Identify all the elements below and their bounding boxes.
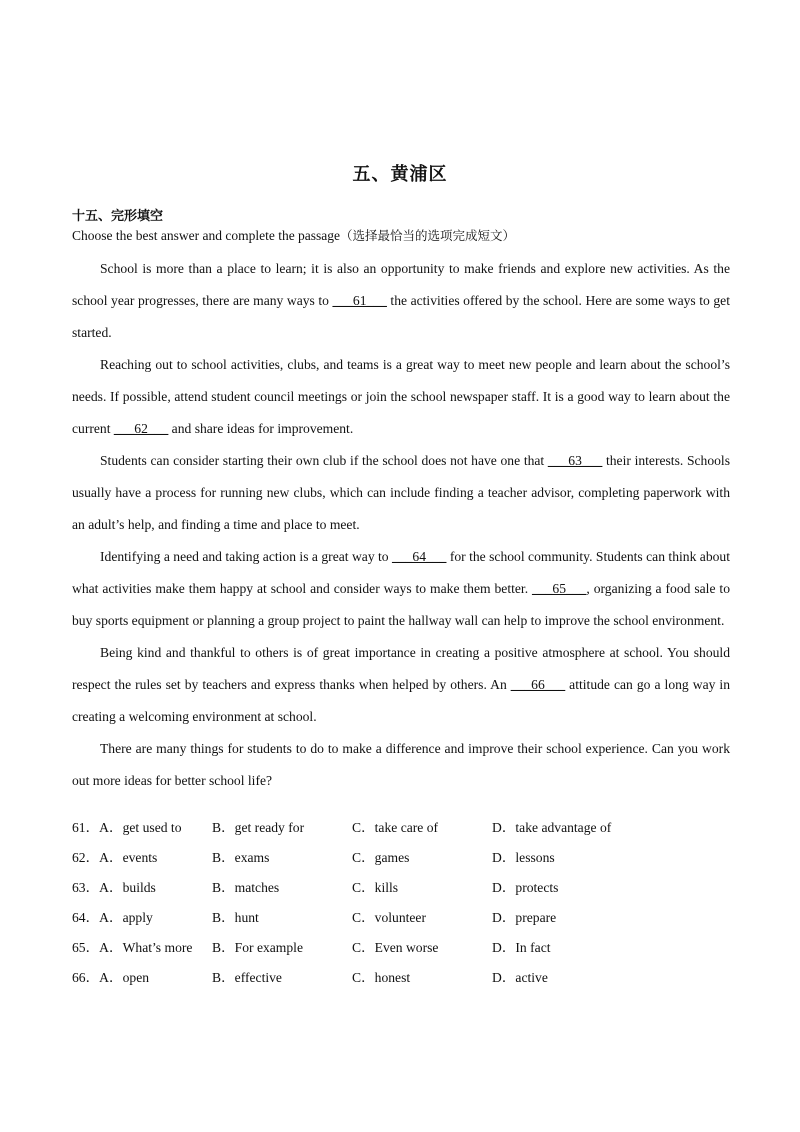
paragraph bbox=[72, 253, 730, 349]
paragraph bbox=[72, 349, 730, 445]
option-a: 61．A．get used to bbox=[72, 820, 182, 835]
option-row-61 bbox=[72, 816, 732, 846]
answer-options bbox=[72, 816, 732, 996]
paragraph bbox=[72, 541, 730, 637]
option-c: C．Even worse bbox=[352, 940, 439, 955]
paragraph-text: Being kind and thankful to others is of great importance in creating a positive atmosphere at school. You should respect the rules set by teachers and express thanks when helped by others. An bbox=[72, 645, 730, 692]
section-label: 十五、完形填空 bbox=[72, 209, 164, 224]
option-d: D．prepare bbox=[492, 910, 557, 925]
option-b: B．matches bbox=[212, 880, 280, 895]
instruction-english: Choose the best answer and complete the passage bbox=[72, 228, 341, 243]
instruction-chinese: （选择最恰当的选项完成短文） bbox=[340, 228, 516, 243]
option-d: D．In fact bbox=[492, 940, 551, 955]
option-b: B．get ready for bbox=[212, 820, 305, 835]
paragraph-text: Identifying a need and taking action is a great way to bbox=[100, 549, 393, 564]
option-d: D．take advantage of bbox=[492, 820, 612, 835]
option-a: 63．A．builds bbox=[72, 880, 156, 895]
option-b: B．exams bbox=[212, 850, 270, 865]
option-b: B．For example bbox=[212, 940, 303, 955]
paragraph bbox=[72, 637, 730, 733]
blank-64: ___64___ bbox=[392, 549, 447, 564]
paragraph-text: the activities offered by the school. Here are some ways to get started. bbox=[72, 293, 730, 340]
option-c: C．games bbox=[352, 850, 410, 865]
paragraph-text: for the school community. Students can think about what activities make them happy at school and consider ways to make them better. bbox=[72, 549, 730, 596]
option-row-64 bbox=[72, 906, 732, 936]
option-row-63 bbox=[72, 876, 732, 906]
blank-62: ___62___ bbox=[113, 421, 169, 436]
paragraph-text: Students can consider starting their own club if the school does not have one that bbox=[100, 453, 548, 468]
paragraph-text: Reaching out to school activities, clubs, and teams is a great way to meet new people and learn about the school’s needs. If possible, attend student council meetings or join the school newspaper staff. It is a good way to learn about the current bbox=[72, 357, 730, 436]
option-row-62 bbox=[72, 846, 732, 876]
option-b: B．effective bbox=[212, 970, 282, 985]
blank-65: ___65___ bbox=[532, 581, 587, 596]
option-row-65 bbox=[72, 936, 732, 966]
option-c: C．kills bbox=[352, 880, 399, 895]
passage bbox=[72, 253, 730, 797]
page-title: 五、黄浦区 bbox=[352, 164, 448, 185]
option-a: 64．A．apply bbox=[72, 910, 153, 925]
option-c: C．volunteer bbox=[352, 910, 426, 925]
paragraph-text: attitude can go a long way in creating a welcoming environment at school. bbox=[72, 677, 730, 724]
paragraph-text: and share ideas for improvement. bbox=[168, 421, 354, 436]
option-a: 65．A．What’s more bbox=[72, 940, 193, 955]
option-b: B．hunt bbox=[212, 910, 259, 925]
option-c: C．take care of bbox=[352, 820, 439, 835]
paragraph bbox=[72, 445, 730, 541]
option-c: C．honest bbox=[352, 970, 411, 985]
paragraph-text: their interests. Schools usually have a process for running new clubs, which can include finding a teacher advisor, completing paperwork with an adult’s help, and finding a time and place to meet. bbox=[72, 453, 731, 532]
option-a: 66．A．open bbox=[72, 970, 150, 985]
paragraph-text: , organizing a food sale to buy sports equipment or planning a group project to paint the hallway wall can help to improve the school environment. bbox=[72, 581, 730, 628]
option-d: D．protects bbox=[492, 880, 559, 895]
blank-63: ___63___ bbox=[547, 453, 603, 468]
blank-66: ___66___ bbox=[510, 677, 566, 692]
paragraph-text: School is more than a place to learn; it is also an opportunity to make friends and explore new activities. As the school year progresses, there are many ways to bbox=[72, 261, 730, 308]
instruction bbox=[72, 227, 515, 245]
paragraph-text: There are many things for students to do to make a difference and improve their school experience. Can you work out more ideas for better school life? bbox=[72, 741, 730, 788]
option-d: D．lessons bbox=[492, 850, 555, 865]
option-d: D．active bbox=[492, 970, 548, 985]
option-a: 62．A．events bbox=[72, 850, 158, 865]
blank-61: ___61___ bbox=[332, 293, 387, 308]
paragraph bbox=[72, 733, 730, 797]
option-row-66 bbox=[72, 966, 732, 996]
